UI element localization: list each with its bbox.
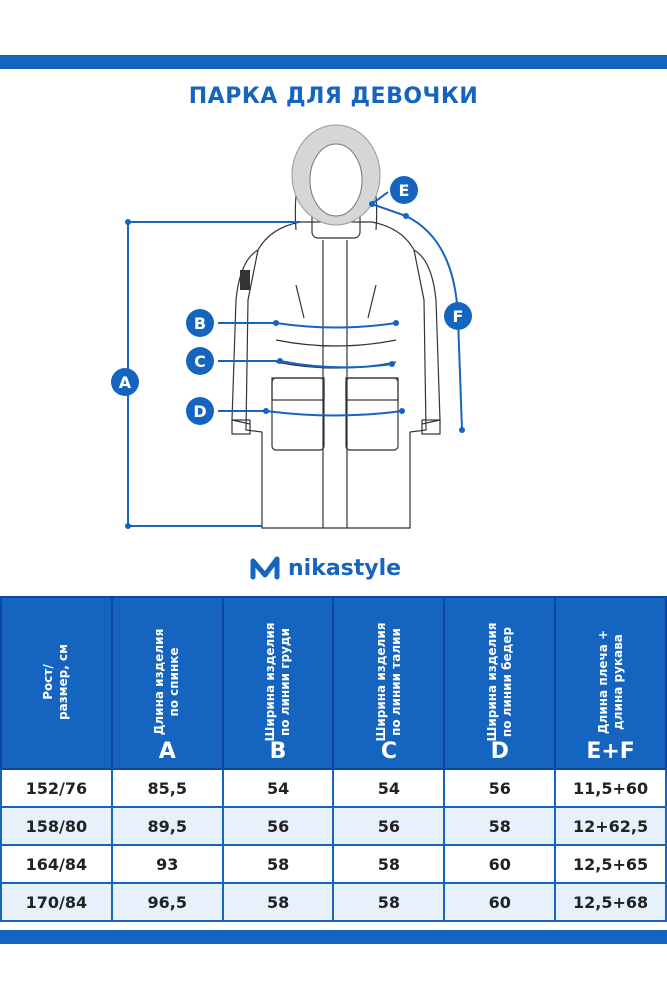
header-hips: Ширина изделия по линии бедер D [444, 597, 555, 769]
cell-chest: 54 [223, 769, 334, 807]
cell-chest: 56 [223, 807, 334, 845]
label-e [390, 176, 418, 204]
header-length: Длина изделия по спинке A [112, 597, 223, 769]
parka-diagram [0, 110, 667, 550]
cell-size: 158/80 [1, 807, 112, 845]
header-size: Рост/ размер, см [1, 597, 112, 769]
table-row [1, 845, 666, 883]
fur-trim [292, 125, 380, 225]
cell-length: 93 [112, 845, 223, 883]
cell-chest: 58 [223, 883, 334, 921]
size-table-header [1, 597, 666, 769]
svg-text:E: E [398, 181, 410, 200]
svg-text:F: F [452, 307, 464, 326]
svg-text:B: B [193, 314, 207, 333]
header-waist: Ширина изделия по линии талии C [333, 597, 444, 769]
header-chest: Ширина изделия по линии груди B [223, 597, 334, 769]
measurement-lines [128, 192, 462, 526]
page-title: ПАРКА ДЛЯ ДЕВОЧКИ [188, 84, 479, 109]
size-table [0, 596, 667, 922]
cell-shoulder-sleeve: 12,5+65 [555, 845, 666, 883]
cell-shoulder-sleeve: 12,5+68 [555, 883, 666, 921]
sleeve-badge [240, 270, 250, 290]
cell-hips: 56 [444, 769, 555, 807]
table-row [1, 807, 666, 845]
cell-hips: 58 [444, 807, 555, 845]
label-f [444, 302, 472, 330]
cell-shoulder-sleeve: 11,5+60 [555, 769, 666, 807]
bottom-accent-bar [0, 930, 667, 944]
label-b [186, 309, 214, 337]
table-row [1, 769, 666, 807]
header-shoulder-sleeve: Длина плеча + длина рукава E+F [555, 597, 666, 769]
cell-size: 152/76 [1, 769, 112, 807]
cell-length: 96,5 [112, 883, 223, 921]
cell-waist: 58 [333, 845, 444, 883]
label-c [186, 347, 214, 375]
nikastyle-logo-icon [250, 555, 280, 581]
cell-waist: 56 [333, 807, 444, 845]
cell-waist: 54 [333, 769, 444, 807]
cell-length: 85,5 [112, 769, 223, 807]
cell-hips: 60 [444, 845, 555, 883]
cell-chest: 58 [223, 845, 334, 883]
top-accent-bar [0, 55, 667, 69]
svg-text:A: A [118, 373, 132, 392]
label-d [186, 397, 214, 425]
svg-text:C: C [194, 352, 206, 371]
cell-length: 89,5 [112, 807, 223, 845]
cell-waist: 58 [333, 883, 444, 921]
table-row [1, 883, 666, 921]
brand-logo [250, 550, 401, 586]
cell-hips: 60 [444, 883, 555, 921]
cell-size: 164/84 [1, 845, 112, 883]
cell-size: 170/84 [1, 883, 112, 921]
brand-name: nikastyle [288, 555, 402, 581]
label-a [111, 368, 139, 396]
svg-text:D: D [193, 402, 207, 421]
cell-shoulder-sleeve: 12+62,5 [555, 807, 666, 845]
